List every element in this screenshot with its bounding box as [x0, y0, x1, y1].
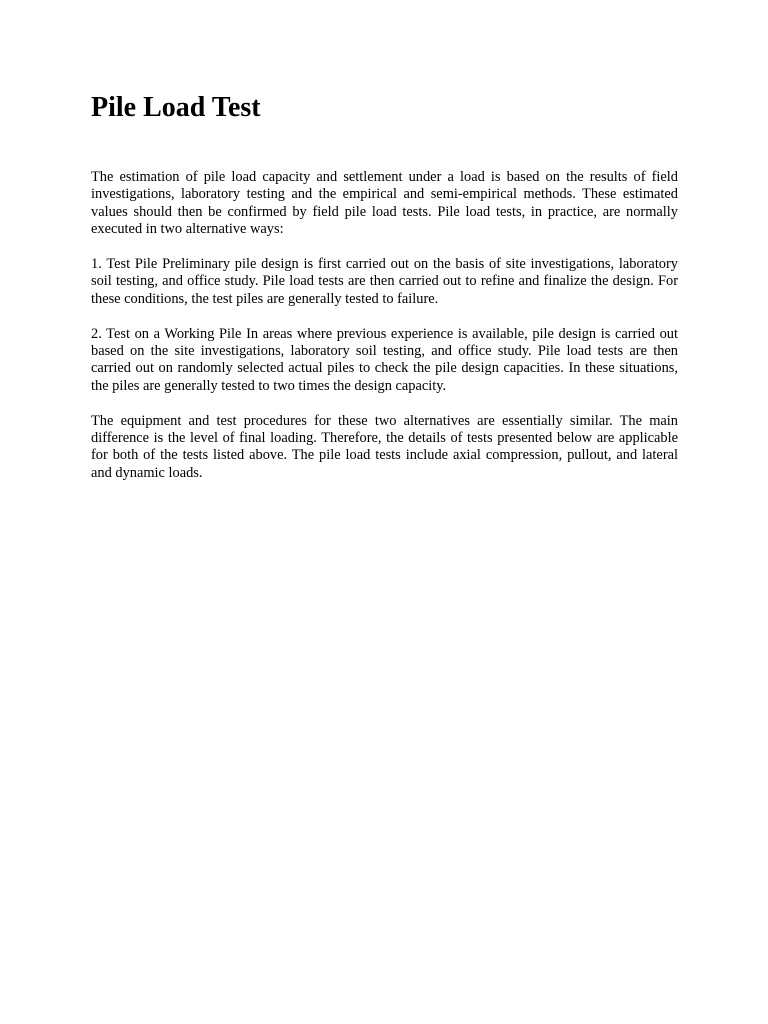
paragraph-introduction: The estimation of pile load capacity and settlement under a load is based on the results of field investigations, laboratory testing and the empirical and semi-empirical methods. These estimated values should then be confirmed by field pile load tests. Pile load tests, in practice, are normally executed in two alternative ways: [91, 169, 678, 238]
document-body [91, 169, 678, 500]
paragraph-test-pile: 1. Test Pile Preliminary pile design is first carried out on the basis of site investigations, laboratory soil testing, and office study. Pile load tests are then carried out to refine and finalize the design. For these conditions, the test piles are generally tested to failure. [91, 256, 678, 307]
paragraph-equipment-procedures: The equipment and test procedures for these two alternatives are essentially similar. The main difference is the level of final loading. Therefore, the details of tests presented below are applicable for both of the tests listed above. The pile load tests include axial compression, pullout, and lateral and dynamic loads. [91, 412, 678, 481]
paragraph-working-pile: 2. Test on a Working Pile In areas where previous experience is available, pile design is carried out based on the site investigations, laboratory soil testing, and office study. Pile load tests are then carried out on randomly selected actual piles to check the pile design capacities. In these situations, the piles are generally tested to two times the design capacity. [91, 325, 678, 394]
page-title: Pile Load Test [91, 92, 261, 123]
